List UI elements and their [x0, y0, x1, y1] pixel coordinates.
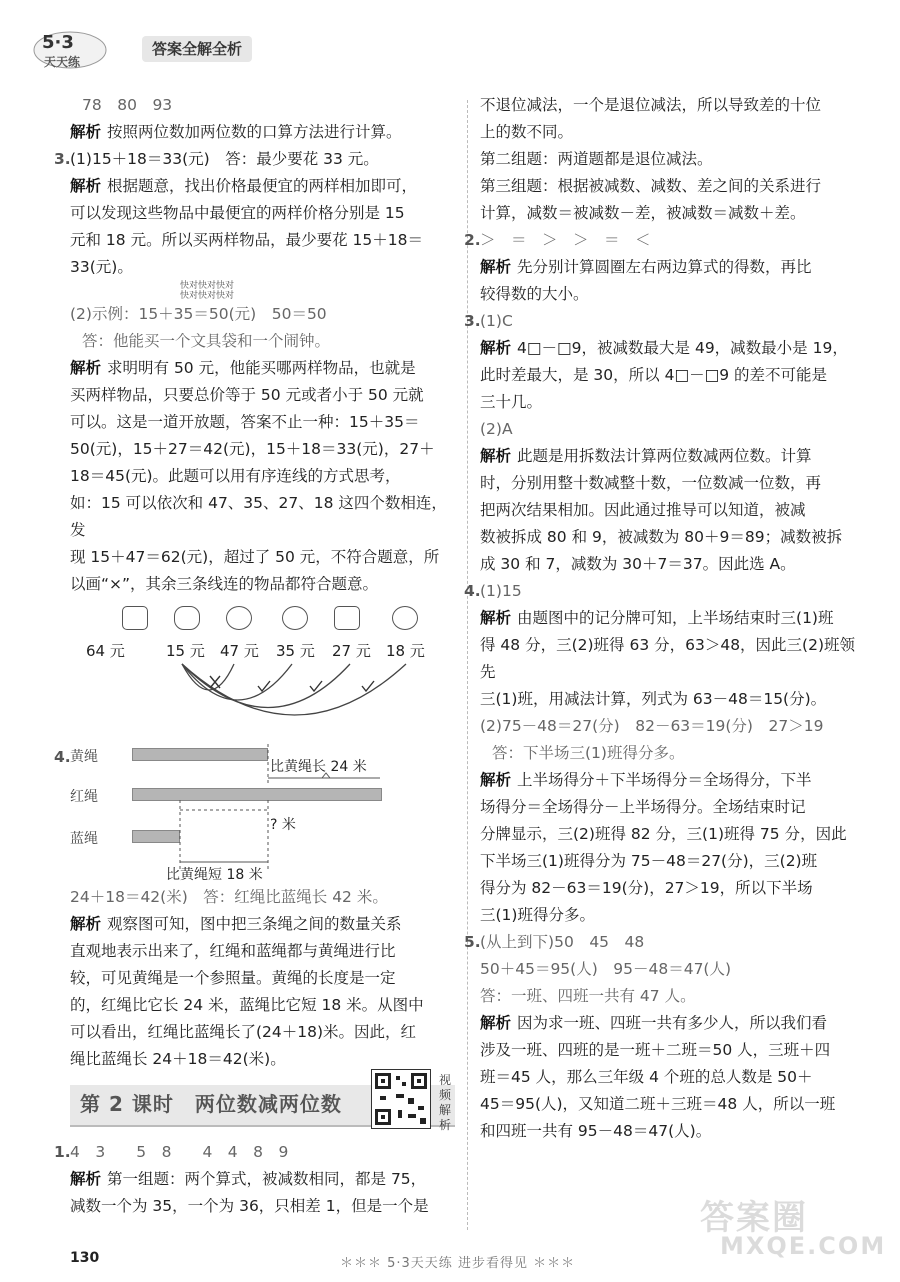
analysis-line: 解析 根据题意，找出价格最便宜的两样相加即可，	[70, 177, 418, 195]
answer-line: ＞ ＝ ＞ ＞ ＝ ＜	[480, 231, 651, 249]
text-line: 场得分＝全场得分－上半场得分。全场结束时记	[480, 798, 806, 816]
footer-slogan: ＊＊＊ 5·3天天练 进步看得见 ＊＊＊	[340, 1256, 576, 1271]
small-note: 快对快对快对	[180, 281, 235, 291]
shorter-label: 比黄绳短 18 米	[166, 867, 263, 883]
answer-line: 答：下半场三(1)班得分多。	[492, 744, 685, 762]
qr-code-icon[interactable]	[371, 1069, 431, 1129]
text-line: 现 15＋47＝62(元)，超过了 50 元，不符合题意，所	[70, 548, 440, 566]
answer-line: 78 80 93	[82, 96, 173, 114]
text-line: 33(元)。	[70, 258, 133, 276]
question-number: 2.	[464, 231, 481, 249]
text-line: 分牌显示，三(2)班得 82 分，三(1)班得 75 分，因此	[480, 825, 847, 843]
answer-line: 4 3 5 8 4 4 8 9	[70, 1143, 289, 1161]
text-line: 45＝95(人)，又知道二班＋三班＝48 人，所以一班	[480, 1095, 836, 1113]
items-diagram	[70, 606, 455, 736]
text-line: 涉及一班、四班的是一班＋二班＝50 人，三班＋四	[480, 1041, 831, 1059]
connection-arcs	[70, 656, 455, 736]
column-divider	[467, 100, 468, 1230]
text-line: 50(元)，15＋27＝42(元)，15＋18＝33(元)，27＋	[70, 440, 435, 458]
text-line: 买两样物品，只要总价等于 50 元或者小于 50 元就	[70, 386, 424, 404]
small-note: 快对快对快对	[180, 291, 235, 301]
answer-line: (1)C	[480, 312, 513, 330]
page-number: 130	[70, 1250, 100, 1266]
text-line: 第三组题：根据被减数、减数、差之间的关系进行	[480, 177, 822, 195]
analysis-line: 解析 第一组题：两个算式，被减数相同，都是 75，	[70, 1170, 427, 1188]
text-line: 的，红绳比它长 24 米，蓝绳比它短 18 米。从图中	[70, 996, 424, 1014]
brand-logo	[30, 28, 110, 72]
text-line: 把两次结果相加。因此通过推导可以知道，被减	[480, 501, 806, 519]
answer-line: 答：他能买一个文具袋和一个闹钟。	[82, 332, 331, 350]
right-column	[464, 92, 865, 1145]
question-3	[464, 308, 865, 335]
rope-label-blue: 蓝绳	[70, 831, 98, 847]
question-1	[54, 1139, 455, 1166]
text-line: 此时差最大，是 30，所以 4□－□9 的差不可能是	[480, 366, 828, 384]
answer-line: (1)15	[480, 582, 522, 600]
answer-line: 答：一班、四班一共有 47 人。	[480, 987, 696, 1005]
price-label: 27 元	[332, 642, 371, 660]
question-number: 5.	[464, 933, 481, 951]
analysis-keyword: 解析	[70, 123, 102, 141]
analysis-line: 解析 观察图可知，图中把三条绳之间的数量关系	[70, 915, 402, 933]
analysis-line: 解析 因为求一班、四班一共有多少人，所以我们看	[480, 1014, 828, 1032]
alarm-clock-icon	[282, 606, 308, 630]
question-number: 3.	[54, 150, 71, 168]
lesson-title: 第 2 课时 两位数减两位数	[80, 1092, 342, 1116]
price-label: 47 元	[220, 642, 259, 660]
text-line: 班＝45 人，那么三年级 4 个班的总人数是 50＋	[480, 1068, 813, 1086]
longer-label: 比黄绳长 24 米	[270, 759, 367, 775]
rope-label-red: 红绳	[70, 789, 98, 805]
video-analysis-link[interactable]: 视频解析	[439, 1073, 452, 1132]
text-line: 下半场三(1)班得分为 75－48＝27(分)，三(2)班	[480, 852, 818, 870]
question-3	[54, 146, 455, 173]
watermark-text: 答案圈	[700, 1198, 808, 1238]
text-line: 时，分别用整十数减整十数，一位数减一位数，再	[480, 474, 822, 492]
text-line: 可以发现这些物品中最便宜的两样价格分别是 15	[70, 204, 405, 222]
analysis-line: 解析 上半场得分＋下半场得分＝全场得分，下半	[480, 771, 812, 789]
lesson-heading	[70, 1073, 455, 1132]
text-line: 以画“×”，其余三条线连的物品都符合题意。	[70, 575, 379, 593]
text-line: 数被拆成 80 和 9，被减数为 80＋9＝89；减数被拆	[480, 528, 843, 546]
text-line: 较得数的大小。	[480, 285, 589, 303]
section-title: 答案全解全析	[142, 36, 252, 62]
question-number: 1.	[54, 1143, 71, 1161]
text-line: 不退位减法，一个是退位减法，所以导致差的十位	[480, 96, 822, 114]
rope-diagram	[54, 744, 455, 884]
text-line: 三(1)班得分多。	[480, 906, 595, 924]
ball-icon	[392, 606, 418, 630]
text-line: 可以看出，红绳比蓝绳长了(24＋18)米。因此，红	[70, 1023, 417, 1041]
answer-line: 24＋18＝42(米) 答：红绳比蓝绳长 42 米。	[70, 888, 388, 906]
analysis-line: 解析 此题是用拆数法计算两位数减两位数。计算	[480, 447, 812, 465]
analysis-line: 解析 求明明有 50 元，他能买哪两样物品，也就是	[70, 359, 416, 377]
analysis-line: 解析 按照两位数加两位数的口算方法进行计算。	[70, 123, 402, 141]
text-line: 计算，减数＝被减数－差，被减数＝减数＋差。	[480, 204, 806, 222]
answer-line: (2)示例：15＋35＝50(元) 50＝50	[70, 305, 327, 323]
text-line: 可以。这是一道开放题，答案不止一种：15＋35＝	[70, 413, 420, 431]
answer-line: (1)15＋18＝33(元) 答：最少要花 33 元。	[70, 150, 379, 168]
unknown-label: ? 米	[270, 817, 296, 833]
answer-line: (2)A	[480, 420, 513, 438]
svg-text:5·3: 5·3	[42, 32, 74, 53]
question-5	[464, 929, 865, 956]
text-line: 绳比蓝绳长 24＋18＝42(米)。	[70, 1050, 286, 1068]
answer-line: (从上到下)50 45 48	[480, 933, 645, 951]
text-line: 和四班一共有 95－48＝47(人)。	[480, 1122, 712, 1140]
text-line: 18＝45(元)。此题可以用有序连线的方式思考，	[70, 467, 401, 485]
watermark-url: MXQE.COM	[720, 1232, 887, 1260]
text-line: 直观地表示出来了，红绳和蓝绳都与黄绳进行比	[70, 942, 396, 960]
analysis-line: 解析 由题图中的记分牌可知，上半场结束时三(1)班	[480, 609, 834, 627]
text-line: 得分为 82－63＝19(分)，27＞19，所以下半场	[480, 879, 813, 897]
analysis-line: 解析 4□－□9，被减数最大是 49，减数最小是 19，	[480, 339, 848, 357]
page-header	[30, 28, 270, 72]
pencil-case-icon	[174, 606, 200, 630]
text-line: 得 48 分，三(2)班得 63 分，63＞48，因此三(2)班领先	[480, 636, 856, 681]
backpack-icon	[122, 606, 148, 630]
answer-line: (2)75－48＝27(分) 82－63＝19(分) 27＞19	[480, 717, 824, 735]
question-number: 3.	[464, 312, 481, 330]
question-number: 4.	[464, 582, 481, 600]
price-label: 64 元	[86, 642, 125, 660]
text-line: 三十几。	[480, 393, 543, 411]
text-line: 成 30 和 7，减数为 30＋7＝37。因此选 A。	[480, 555, 796, 573]
text-line: 元和 18 元。所以买两样物品，最少要花 15＋18＝	[70, 231, 423, 249]
price-label: 35 元	[276, 642, 315, 660]
toy-car-icon	[334, 606, 360, 630]
price-label: 15 元	[166, 642, 205, 660]
answer-line: 50＋45＝95(人) 95－48＝47(人)	[480, 960, 732, 978]
analysis-line: 解析 先分别计算圆圈左右两边算式的得数，再比	[480, 258, 812, 276]
question-2	[464, 227, 865, 254]
left-column	[54, 92, 455, 1220]
text-line: 三(1)班，用减法计算，列式为 63－48＝15(分)。	[480, 690, 827, 708]
text-line: 第二组题：两道题都是退位减法。	[480, 150, 713, 168]
text-line: 较，可见黄绳是一个参照量。黄绳的长度是一定	[70, 969, 396, 987]
text-line: 如：15 可以依次和 47、35、27、18 这四个数相连，发	[70, 494, 447, 539]
svg-text:天天练: 天天练	[44, 55, 81, 69]
rope-label-yellow: 黄绳	[70, 749, 98, 765]
question-number: 4.	[54, 748, 71, 766]
question-4	[464, 578, 865, 605]
price-label: 18 元	[386, 642, 425, 660]
kettle-icon	[226, 606, 252, 630]
text-line: 减数一个为 35，一个为 36，只相差 1，但是一个是	[70, 1197, 429, 1215]
text-line: 上的数不同。	[480, 123, 574, 141]
